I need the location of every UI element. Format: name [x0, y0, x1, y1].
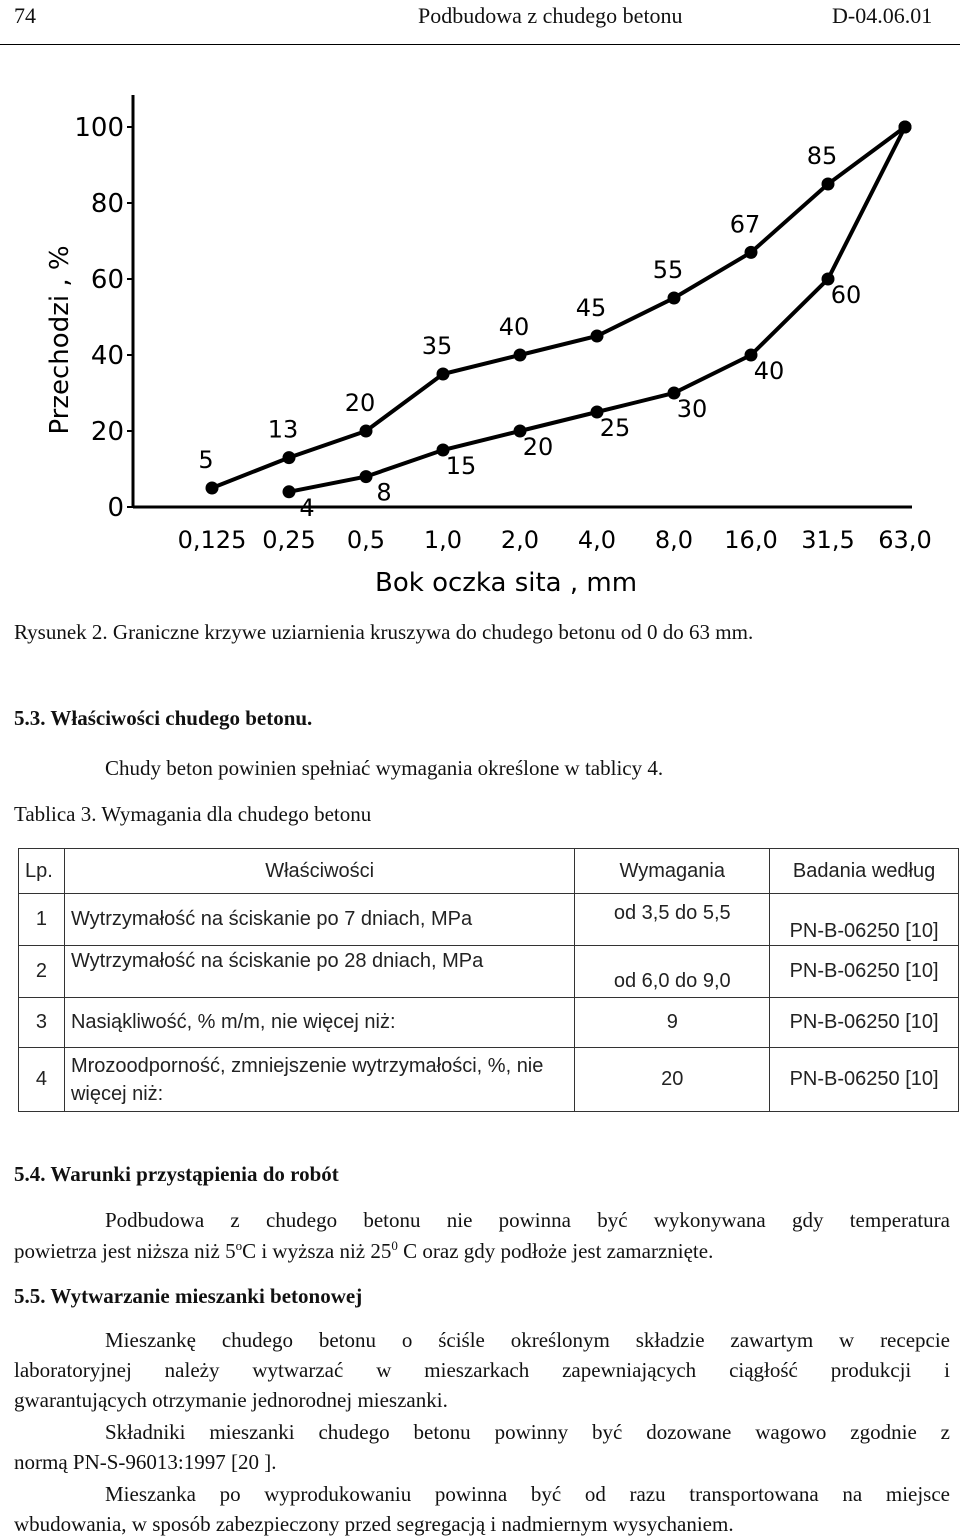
data-point	[437, 368, 450, 381]
data-label: 85	[806, 142, 838, 170]
row-property: Wytrzymałość na ściskanie po 7 dniach, MPa	[64, 894, 574, 946]
document-title: Podbudowa z chudego betonu	[418, 3, 683, 28]
y-tick-label: 20	[90, 417, 124, 447]
row-lp: 1	[19, 894, 65, 946]
section-5-4-heading: 5.4. Warunki przystąpienia do robót	[14, 1162, 339, 1186]
data-label: 15	[445, 452, 477, 480]
section-5-5-p3-line-2: wbudowania, w sposób zabezpieczony przed segregacją i nadmiernym wysychaniem.	[14, 1512, 734, 1536]
text-span: powietrza jest niższa niż 5	[14, 1239, 236, 1263]
row-test: PN-B-06250 [10]	[770, 946, 959, 998]
data-label: 20	[522, 433, 554, 461]
page-number: 74	[14, 3, 36, 28]
page-header	[0, 0, 960, 45]
section-5-5-p2-line-1: Składniki mieszanki chudego betonu powinny być dozowane wagowo zgodnie z	[105, 1420, 950, 1444]
data-point	[668, 292, 681, 305]
text-span: C i wyższa niż 25	[242, 1239, 392, 1263]
data-point	[360, 425, 373, 438]
row-requirement: 9	[575, 998, 770, 1048]
section-5-5-p2-line-2: normą PN-S-96013:1997 [20 ].	[14, 1450, 277, 1474]
section-5-5-heading: 5.5. Wytwarzanie mieszanki betonowej	[14, 1284, 363, 1308]
data-point	[283, 451, 296, 464]
header-properties: Właściwości	[64, 849, 574, 894]
x-tick-label: 4,0	[577, 526, 617, 554]
figure-caption: Rysunek 2. Graniczne krzywe uziarnienia kruszywa do chudego betonu od 0 do 63 mm.	[14, 620, 754, 644]
row-test: PN-B-06250 [10]	[770, 894, 959, 946]
y-axis-label: Przechodzi , %	[45, 245, 75, 435]
data-point	[591, 330, 604, 343]
y-tick-label: 0	[107, 493, 124, 523]
x-axis-label: Bok oczka sita , mm	[375, 568, 638, 598]
row-requirement: 20	[575, 1048, 770, 1112]
data-label: 55	[652, 256, 684, 284]
data-label: 5	[198, 446, 214, 474]
y-tick-label: 80	[90, 189, 124, 219]
x-tick-label: 2,0	[500, 526, 540, 554]
table-row	[19, 946, 959, 998]
section-5-3-text: Chudy beton powinien spełniać wymagania określone w tablicy 4.	[105, 756, 664, 780]
row-lp: 4	[19, 1048, 65, 1112]
section-5-5-p1-line-3: gwarantujących otrzymanie jednorodnej mieszanki.	[14, 1388, 448, 1412]
data-label: 13	[267, 415, 299, 444]
requirements-table	[18, 848, 959, 1112]
x-tick-label: 1,0	[423, 526, 463, 554]
data-point	[360, 470, 373, 483]
row-property: Nasiąkliwość, % m/m, nie więcej niż:	[64, 998, 574, 1048]
data-label: 8	[376, 478, 392, 507]
header-tests: Badania według	[770, 849, 959, 894]
y-tick-label: 60	[90, 265, 124, 295]
x-tick-label: 16,0	[724, 526, 778, 554]
x-tick-label: 8,0	[654, 526, 694, 554]
section-5-4-line-2	[14, 1238, 713, 1264]
row-lp: 2	[19, 946, 65, 998]
row-requirement: od 6,0 do 9,0	[575, 946, 770, 998]
y-tick-label: 100	[74, 113, 124, 143]
section-5-3-heading: 5.3. Właściwości chudego betonu.	[14, 706, 313, 730]
superscript-degree: o	[235, 1238, 243, 1253]
data-point	[822, 178, 835, 191]
data-label: 35	[421, 332, 453, 360]
data-label: 60	[830, 281, 862, 309]
section-5-5-p1-line-1: Mieszankę chudego betonu o ściśle określonym składzie zawartym w recepcie	[105, 1328, 950, 1352]
data-label: 40	[498, 313, 530, 341]
spec-code: D-04.06.01	[832, 3, 933, 28]
table-header-row	[19, 849, 959, 894]
x-tick-label: 63,0	[878, 526, 932, 554]
grading-chart-svg	[0, 70, 960, 610]
data-label: 30	[676, 395, 708, 423]
x-tick-label: 0,125	[177, 526, 247, 554]
grading-chart	[0, 70, 960, 610]
data-label: 20	[344, 389, 376, 417]
table-caption: Tablica 3. Wymagania dla chudego betonu	[14, 802, 372, 826]
x-tick-label: 0,25	[262, 526, 316, 554]
row-lp: 3	[19, 998, 65, 1048]
table-row	[19, 894, 959, 946]
data-label: 45	[575, 294, 607, 322]
y-tick-label: 40	[90, 341, 124, 371]
data-label: 67	[729, 210, 761, 239]
superscript-degree: 0	[391, 1238, 398, 1253]
data-label: 40	[753, 357, 785, 385]
data-label: 25	[599, 414, 631, 442]
data-point	[745, 246, 758, 259]
data-point	[206, 482, 219, 495]
header-lp: Lp.	[19, 849, 65, 894]
header-requirements: Wymagania	[575, 849, 770, 894]
section-5-5-p1-line-2: laboratoryjnej należy wytwarzać w mieszarkach zapewniających ciągłość produkcji i	[14, 1358, 950, 1382]
x-tick-label: 0,5	[346, 526, 386, 554]
row-property: Wytrzymałość na ściskanie po 28 dniach, MPa	[64, 946, 574, 998]
section-5-4-line-1: Podbudowa z chudego betonu nie powinna być wykonywana gdy temperatura	[105, 1208, 950, 1232]
table-row	[19, 998, 959, 1048]
x-tick-label: 31,5	[801, 526, 855, 554]
data-point	[283, 485, 296, 498]
data-point	[899, 121, 912, 134]
row-requirement: od 3,5 do 5,5	[575, 894, 770, 946]
data-label: 4	[299, 493, 315, 522]
row-test: PN-B-06250 [10]	[770, 1048, 959, 1112]
section-5-5-p3-line-1: Mieszanka po wyprodukowaniu powinna być od razu transportowana na miejsce	[105, 1482, 950, 1506]
row-property: Mrozoodporność, zmniejszenie wytrzymałości, %, nie więcej niż:	[64, 1048, 574, 1112]
text-span: C oraz gdy podłoże jest zamarznięte.	[397, 1239, 714, 1263]
data-point	[514, 349, 527, 362]
row-test: PN-B-06250 [10]	[770, 998, 959, 1048]
table-row	[19, 1048, 959, 1112]
